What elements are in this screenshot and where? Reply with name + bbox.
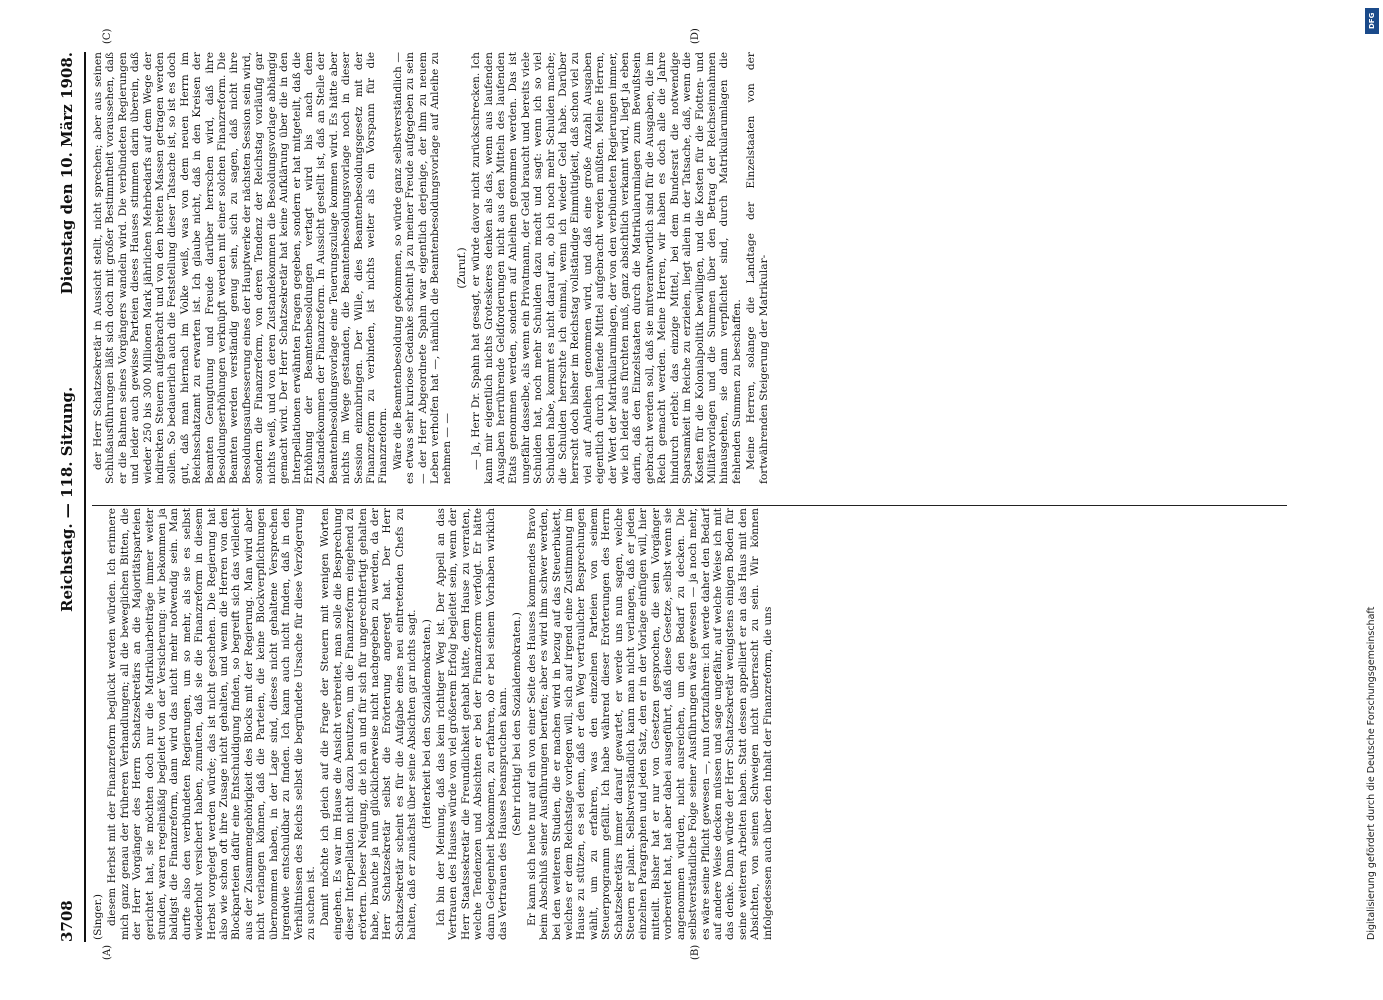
right-column xyxy=(92,52,1290,484)
session-title: Reichstag. — 118. Sitzung. xyxy=(58,386,76,612)
left-column xyxy=(92,508,1290,940)
paragraph: der Herr Schatzsekretär in Aussicht stellt, nicht sprechen; aber aus seinen Schlußausführungen läßt sich doch mit großer Bestimmtheit voraussehen, daß er die Bahnen seines Vorgängers wandeln wird. Die verbündeten Regierungen und leider auch gewisse Parteien dieses Hauses stimmen darin überein, daß wieder 250 bis 300 Millionen Mark jährlichen Mehrbedarfs auf dem Wege der indirekten Steuern aufgebracht und von den breiten Massen getragen werden sollen. So bedauerlich auch die Feststellung dieser Tatsache ist, so ist es doch gut, daß man hiernach im Volke weiß, was von dem neuen Herrn im Reichsschatzamt zu erwarten ist. Ich glaube nicht, daß in den Kreisen der Beamten Genugtuung und Freude darüber herrschen wird, daß ihre Besoldungserhöhungen verknüpft werden mit einer solchen Finanzreform. Die Beamten werden verständig genug sein, sich zu sagen, daß nicht ihre Besoldungsaufbesserung eines der Hauptwerke der nächsten Session sein wird, sondern die Finanzreform, von deren Tendenz der Reichstag vorläufig gar nichts weiß, und von deren Zustandekommen die Besoldungsvorlage abhängig gemacht wird. Der Herr Schatzsekretär hat keine Aufklärung über die in den Interpellationen erwähnten Fragen gegeben, sondern er hat mitgeteilt, daß die Erhöhung der Beamtenbesoldungen vertagt wird bis nach dem Zustandekommen der Finanzreform. In Aussicht gestellt ist, daß an Stelle der Beamtenbesoldungsvorlage eine Teuerungszulage kommen wird. Es hätte aber nichts im Wege gestanden, die Beamtenbesoldungsvorlage noch in dieser Session einzubringen. Der Wille, dies Beamtenbesoldungsgesetz mit der Finanzreform zu verbinden, ist nichts weiter als ein Vorspann für die Finanzreform. xyxy=(92,52,390,484)
margin-marker-d: (D) xyxy=(690,28,701,44)
paragraph: Er kann sich heute nur auf ein von einer Seite des Hauses kommendes Bravo beim Abschluß seiner Ausführungen berufen; aber es wird ihm schwer werden, bei den weiteren Studien, die er machen wird in bezug auf das Steuerbukett, welches er dem Reichstage vorlegen will, sich auf irgend eine Zustimmung im Hause zu stützen, es sei denn, daß er den Weg vertraulicher Besprechungen wählt, um zu erfahren, was den einzelnen Parteien von seinem Steuerprogramm gefällt. Ich habe während dieser Erörterungen des Herrn Schatzsekretärs immer darauf gewartet, er werde uns nun sagen, welche Steuern er plant. Selbstverständlich kann man nicht verlangen, daß er jeden einzelnen Paragraphen und jeden Satz, den er in der Vorlage einfügen will, hier mitteilt. Bisher hat er nur von Gesetzen gesprochen, die sein Vorgänger vorbereitet hat, hat aber dabei ausgeführt, daß diese Gesetze, selbst wenn sie angenommen würden, nicht ausreichen, um den Bedarf zu decken. Die selbstverständliche Folge seiner Ausführungen wäre gewesen — ja noch mehr, es wäre seine Pflicht gewesen —, nun fortzufahren: ich werde daher den Bedarf auf andere Weise decken müssen und sage ungefähr, auf welche Weise ich mit das denke. Dann würde der Herr Schatzsekretär wenigstens einigen Boden für seine weiteren Arbeiten haben. Statt dessen appelliert er an das Haus mit den Absichten, von seinen Schweigen nicht überrascht zu sein. Wir können infolgedessen auch über den Inhalt der Finanzreform, die uns xyxy=(525,508,774,940)
margin-marker-a: (A) xyxy=(102,944,113,960)
margin-marker-c: (C) xyxy=(102,28,113,44)
dfg-logo: DFG xyxy=(1365,8,1379,34)
digitization-note: Digitalisierung gefördert durch die Deutsche Forschungsgemeinschaft xyxy=(1366,606,1377,940)
interjection: (Heiterkeit bei den Sozialdemokraten.) xyxy=(420,619,433,829)
interjection: (Sehr richtig! bei den Sozialdemokraten.) xyxy=(511,612,524,836)
paragraph: Meine Herren, solange die Landtage der Einzelstaaten von der fortwährenden Steigerung der Matrikular- xyxy=(745,52,770,484)
paragraph: diesem Herbst mit der Finanzreform beglückt werden würden. Ich erinnere mich ganz genau der früheren Verhandlungen; all die beweglichen Bitten, die der Herr Vorgänger des Herrn Schatzsekretärs an die Majoritätsparteien gerichtet hat, sie möchten doch nur die Matrikularbeiträge immer weiter stunden, waren regelmäßig begleitet von der Versicherung: wir bekommen ja baldigst die Finanzreform, dann wird das nicht mehr notwendig sein. Man durfte also den verbündeten Regierungen, um so mehr, als sie es selbst wiederholt versichert haben, zumuten, daß sie die Finanzreform in diesem Herbst vorgelegt werden würde; das ist nicht geschehen. Die Regierung hat also wie schon oft ihre Zusage nicht gehalten, und wenn die Herren von den Blockparteien dafür eine Entschuldigung finden, so begreift sich das vielleicht aus der Zusammengehörigkeit des Blocks mit der Regierung. Man wird aber nicht verlangen können, daß die Parteien, die keine Blockverpflichtungen übernommen haben, in der Lage sind, dieses nicht gehaltene Versprechen irgendwie entschuldbar zu finden. Ich kann auch nicht finden, daß in den Verhältnissen des Reichs selbst die begründete Ursache für diese Verzögerung zu suchen ist. xyxy=(106,508,317,940)
paragraph: Wäre die Beamtenbesoldung gekommen, so würde ganz selbstverständlich — es etwas sehr kuriose Gedanke scheint ja zu meiner Freude aufgegeben zu sein — der Herr Abgeordnete Spahn war eigentlich derjenige, der ihm zu neuem Leben verholfen hat —, nämlich die Beamtenbesoldungsvorlage auf Anleihe zu nehmen — — xyxy=(391,52,454,484)
paragraph: Damit möchte ich gleich auf die Frage der Steuern mit wenigen Worten eingehen. Es war im Hause die Ansicht verbreitet, man solle die Besprechung dieser Interpellation nicht dazu benutzen, um die Finanzreform eingehend zu erörtern. Dieser Neigung, die ich an und für sich für ungerechtfertigt gehalten habe, brauche ja nun glücklicherweise nicht nachgegeben zu werden, da der Herr Schatzsekretär selbst die Erörterung angeregt hat. Der Herr Schatzsekretär scheint es für die Aufgabe eines neu eintretenden Chefs zu halten, daß er zunächst über seine Absichten gar nichts sagt. xyxy=(319,508,419,940)
speaker-tag: (Singer.) xyxy=(92,893,104,940)
column-divider xyxy=(92,505,1287,506)
page-header xyxy=(58,52,84,942)
margin-marker-b: (B) xyxy=(690,944,701,960)
session-date: Dienstag den 10. März 1908. xyxy=(58,52,76,295)
paragraph: — Ja, Herr Dr. Spahn hat gesagt, er würde davor nicht zurückschrecken. Ich kann mir eigentlich nichts Groteskeres denken als das, wenn aus laufenden Ausgaben herrührende Geldforderungen nicht aus den Mitteln des laufenden Etats genommen werden, sondern auf Anleihen genommen werden. Das ist ungefähr dasselbe, als wenn ein Privatmann, der Geld braucht und bereits viele Schulden hat, noch mehr Schulden dazu macht und sagt: wenn ich so viel Schulden habe, kommt es nicht darauf an, ob ich noch mehr Schulden mache; die Schulden herrschte ich einmal, wenn ich wieder Geld habe. Darüber herrscht doch bisher im Reichstag vollständige Einmütigkeit, daß schon viel zu viel auf Anleihen genommen wird, und daß eine große Anzahl Ausgaben eigentlich durch laufende Mittel aufgebracht werden müßten. Meine Herren, der Wert der Matrikularumlagen, der von den verbündeten Regierungen immer, wie ich leider aus fürchten muß, ganz absichtlich verkannt wird, liegt ja eben darin, daß den Einzelstaaten durch die Matrikularumlagen zum Bewußtsein gebracht werden soll, daß sie mitverantwortlich sind für die Ausgaben, die im Reich gemacht werden. Meine Herren, wir haben es doch alle die Jahre hindurch erlebt: das einzige Mittel, bei dem Bundesrat die notwendige Sparsamkeit im Reiche zu erzielen, liegt allein in der Tatsache, daß, wenn die Kosten für die Kolonialpolitik bewilligen, und die Kosten für die Flotten- und Militärvorlagen und die Summen über den Betrag der Reichseinnahmen hinausgehen, sie dann verpflichtet sind, durch Matrikularumlagen die fehlenden Summen zu beschaffen. xyxy=(470,52,743,484)
page-number: 3708 xyxy=(58,900,76,942)
paragraph: Ich bin der Meinung, daß das kein richtiger Weg ist. Der Appell an das Vertrauen des Hauses würde von viel größerem Erfolg begleitet sein, wenn der Herr Staatssekretär die Freundlichkeit gehabt hätte, dem Hause zu verraten, welche Tendenzen und Absichten er bei der Finanzreform verfolgt. Er hätte dann Gelegenheit bekommen, zu erfahren, ob er bei seinem Vorhaben wirklich das Vertrauen des Hauses beanspruchen kann. xyxy=(434,508,509,940)
header-rule xyxy=(84,52,86,942)
interjection: (Zuruf.) xyxy=(455,247,468,289)
